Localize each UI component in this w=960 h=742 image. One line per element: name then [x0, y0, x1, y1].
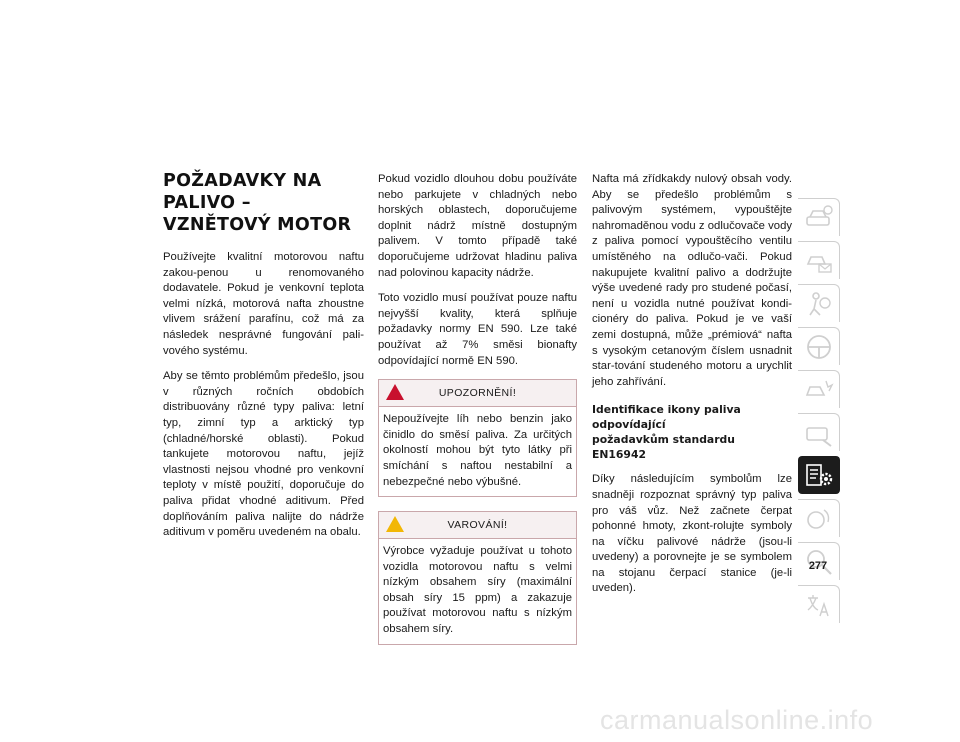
- watermark: carmanualsonline.info: [600, 705, 874, 735]
- tab-specifications[interactable]: [798, 456, 840, 494]
- caution-header: [379, 380, 576, 407]
- text-column-2: [378, 172, 577, 659]
- section-title: POŽADAVKY NA PALIVO – VZNĚTOVÝ MOTOR: [163, 171, 352, 235]
- car-info-icon: [804, 203, 834, 233]
- paragraph: Pokud vozidlo dlouhou dobu používáte nebo parkujete v chladných nebo horských oblastech, doporučujeme doplnit nádrž místně dostupným palivem. V tomto případě také doporučujeme udržovat hladinu paliva nad polovinou kapacity nádrže.: [378, 173, 577, 279]
- paragraph: Nafta má zřídkakdy nulový obsah vody. Aby se předešlo problémům s palivovým systémem, vypouštějte nahromaděnou vodu z odlučovače vody z paliva pomocí vypouštěcího ventilu umístěného na odlučo-vači. Pokud nakupujete kvalitní palivo a dodržujte výše uvedené rady pro studené počasí, není u vozidla nutné používat kondi-cionéry do paliva. Pokud je ve vaší zemi dostupná, může „prémiová“ nafta s vysokým cetanovým číslem usnadnit star-tování studeného motoru a urychlit jeho zahřívání.: [592, 173, 792, 388]
- airbag-person-icon: [804, 289, 834, 319]
- tab-airbag[interactable]: [798, 284, 840, 322]
- tab-multimedia[interactable]: [798, 499, 840, 537]
- warning-header: [379, 512, 576, 539]
- tab-emergency[interactable]: [798, 370, 840, 408]
- paragraph: Aby se těmto problémům předešlo, jsou v různých ročních obdobích distribuovány různé typy paliva: letní typ, zimní typ a arktický typ (chladné/horské oblasti). Pokud tankujete motorovou naftu, jejíž vlastnosti nejsou vhodné pro venkovní teploty v místě použití, doporučuje do paliva přidat vhodné aditivum. Před doplňováním paliva nalijte do nádrže aditivum v poměru uvedeném na obalu.: [163, 370, 364, 539]
- sub-heading: Identifikace ikony paliva odpovídající požadavkům standardu EN16942: [592, 403, 741, 462]
- multimedia-icon: [804, 504, 834, 534]
- tab-driving[interactable]: [798, 327, 840, 365]
- paragraph: Díky následujícím symbolům lze snadněji rozpoznat správný typ paliva pro váš vůz. Než začnete čerpat pohonné hmoty, zkont-rolujte symboly na víčku palivové nádrže (jsou-li uvedeny) a porovnejte je se symbolem na stojanu čerpací stanice (je-li uveden).: [592, 473, 792, 595]
- caution-label: UPOZORNĚNÍ!: [438, 387, 517, 400]
- warning-label: VAROVÁNÍ!: [447, 519, 508, 532]
- page-number: 277: [808, 560, 828, 572]
- car-tools-icon: [804, 418, 834, 448]
- specifications-gear-icon: [804, 461, 834, 491]
- paragraph: Používejte kvalitní motorovou naftu zakou-penou u renomovaného dodavatele. Pokud je venkovní teplota velmi nízká, motorová nafta zhoustne vlivem srážení parafínu, což má za následek nesprávné fungování pali-vového systému.: [163, 251, 364, 357]
- warning-box: [378, 511, 577, 645]
- car-mail-icon: [804, 246, 834, 276]
- tab-service[interactable]: [798, 413, 840, 451]
- tab-language[interactable]: [798, 585, 840, 623]
- tab-car-info[interactable]: [798, 198, 840, 236]
- car-crash-icon: [804, 375, 834, 405]
- caution-text: Nepoužívejte líh nebo benzin jako činidlo do směsí paliva. Za určitých okolností mohou být tyto látky při smíchání s naftou nestabilní a nebezpečné nebo výbušné.: [383, 413, 572, 488]
- text-column-3: [592, 172, 792, 607]
- tab-car-mail[interactable]: [798, 241, 840, 279]
- text-column-1: [163, 170, 364, 551]
- paragraph: Toto vozidlo musí používat pouze naftu nejvyšší kvality, která splňuje požadavky normy EN 590. Lze také používat až 7% směsi bionafty odpovídající normě EN 590.: [378, 292, 577, 367]
- steering-wheel-icon: [804, 332, 834, 362]
- caution-box: [378, 379, 577, 497]
- language-index-icon: [804, 590, 834, 620]
- warning-text: Výrobce vyžaduje používat u tohoto vozidla motorovou naftu s velmi nízkým obsahem síry (maximální obsah síry 15 ppm) a zakazuje používat motorovou naftu s nízkým obsahem síry.: [383, 545, 572, 636]
